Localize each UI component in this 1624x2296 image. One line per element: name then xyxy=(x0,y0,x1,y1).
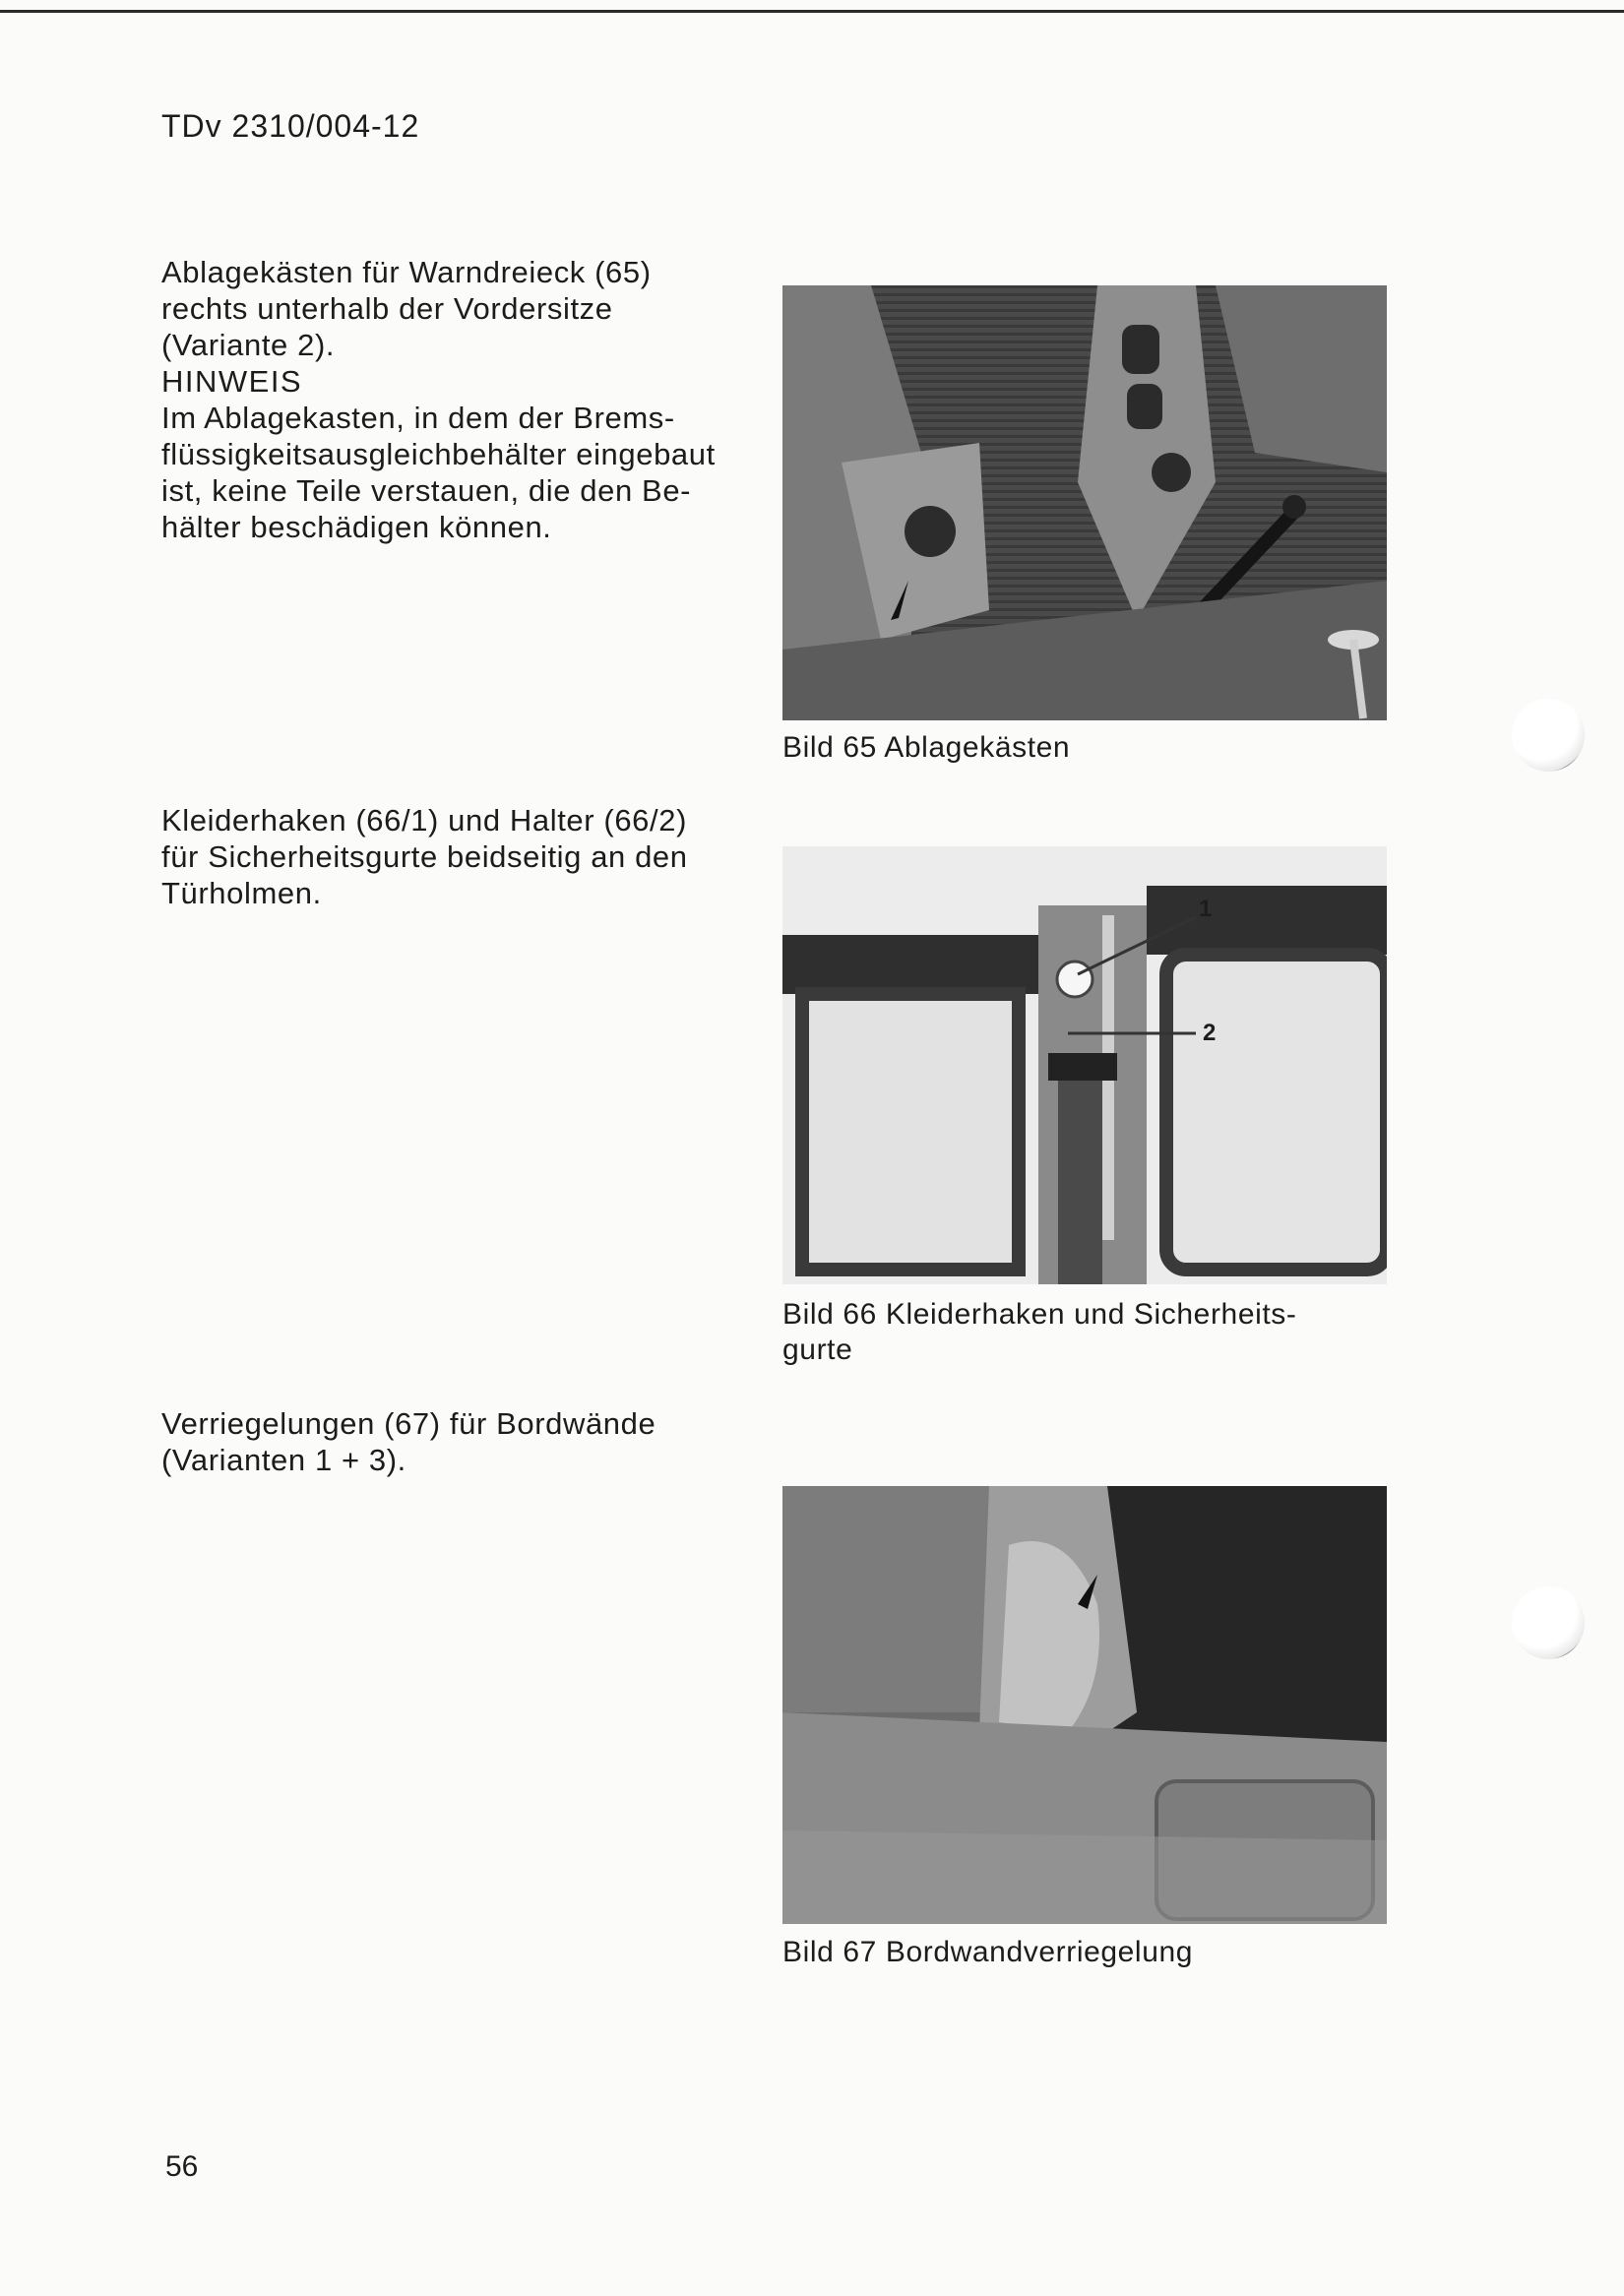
caption-65: Bild 65 Ablagekästen xyxy=(782,731,1071,764)
section-67-body: Verriegelungen (67) für Bordwände (Varianten 1 + 3). xyxy=(161,1406,656,1477)
photo-66-coat-hook-and-belt xyxy=(782,846,1387,1284)
top-border-rule xyxy=(0,10,1624,13)
page-number: 56 xyxy=(165,2150,199,2183)
section-65-body: Ablagekästen für Warndreieck (65) rechts unterhalb der Vordersitze (Variante 2). xyxy=(161,255,652,362)
section-66-text xyxy=(161,802,752,911)
photo-67-side-wall-lock xyxy=(782,1486,1387,1924)
note-text: Im Ablagekasten, in dem der Brems- flüssigkeitsausgleichbehälter eingebaut ist, keine Teile verstauen, die den Be- hälter beschädigen können. xyxy=(161,401,716,544)
section-66-body: Kleiderhaken (66/1) und Halter (66/2) für Sicherheitsgurte beidseitig an den Türholmen. xyxy=(161,803,688,910)
caption-66: Bild 66 Kleiderhaken und Sicherheits- gurte xyxy=(782,1298,1297,1366)
section-67-text xyxy=(161,1405,752,1478)
callout-2: 2 xyxy=(1203,1020,1217,1046)
callout-1: 1 xyxy=(1199,896,1213,922)
document-reference: TDv 2310/004-12 xyxy=(161,108,420,144)
photo-65-storage-boxes xyxy=(782,285,1387,720)
caption-67: Bild 67 Bordwandverriegelung xyxy=(782,1936,1194,1968)
punch-hole-upper xyxy=(1512,699,1585,772)
section-65-text xyxy=(161,254,752,545)
punch-hole-lower xyxy=(1512,1586,1585,1659)
note-heading: HINWEIS xyxy=(161,364,303,399)
